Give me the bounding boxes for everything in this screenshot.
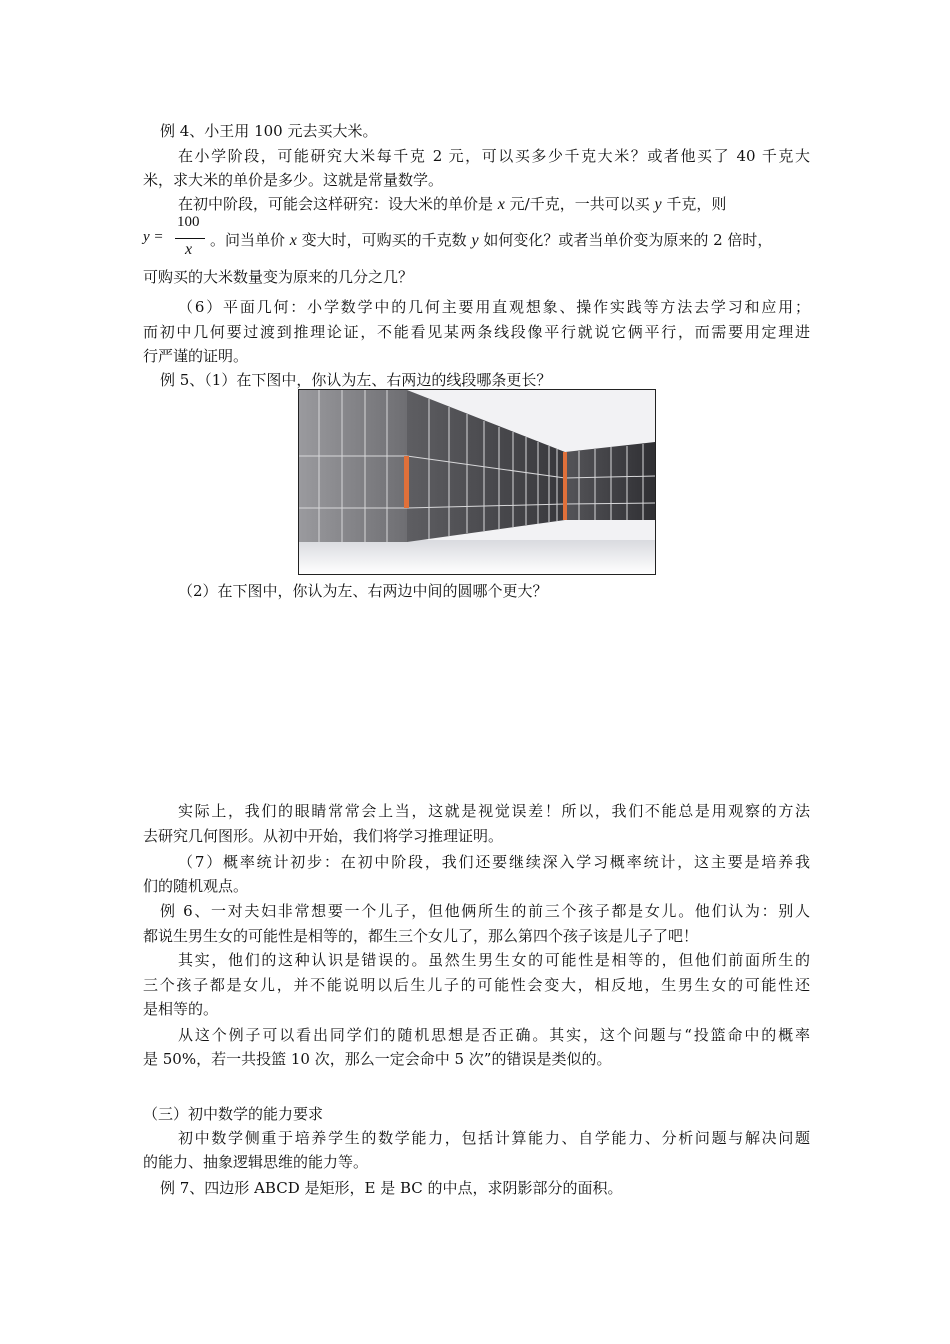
example-5-question-2: （2）在下图中，你认为左、右两边中间的圆哪个更大？ (178, 582, 548, 600)
example-6-explanation-end: 是相等的。 (143, 1000, 219, 1018)
paragraph-plane-geometry-cont: 而初中几何要过渡到推理论证，不能看见某两条线段像平行就说它俩平行，而需要用定理进 (143, 323, 810, 341)
example-7-text: 例 7、四边形 ABCD 是矩形，E 是 BC 的中点，求阴影部分的面积。 (160, 1179, 623, 1197)
right-orange-segment (563, 452, 567, 520)
example-6-explanation-cont: 三个孩子都是女儿，并不能说明以后生儿子的可能性会变大，相反地，生男生女的可能性还 (143, 976, 810, 994)
paragraph-probability-cont: 们的随机观点。 (143, 877, 249, 895)
perspective-wall-illusion-figure (298, 389, 656, 575)
paragraph-middle-stage-end: 可购买的大米数量变为原来的几分之几？ (143, 268, 414, 286)
left-orange-segment (404, 456, 409, 508)
paragraph-primary-stage-cont: 米，求大米的单价是多少。这就是常量数学。 (143, 171, 444, 189)
example-6-explanation: 其实，他们的这种认识是错误的。虽然生男生女的可能性是相等的，但他们前面所生的 (178, 951, 810, 969)
section-3-heading: （三）初中数学的能力要求 (143, 1105, 324, 1123)
formula-y-equals-100-over-x: y = 100 x (143, 214, 283, 266)
paragraph-primary-stage: 在小学阶段，可能研究大米每千克 2 元，可以买多少千克大米？或者他买了 40 千克大 (178, 147, 810, 165)
example-5-question-1: 例 5、（1）在下图中，你认为左、右两边的线段哪条更长？ (160, 371, 552, 389)
paragraph-plane-geometry: （6）平面几何：小学数学中的几何主要用直观想象、操作实践等方法去学习和应用； (178, 298, 810, 316)
example-6-conclusion: 从这个例子可以看出同学们的随机思想是否正确。其实，这个问题与“投篮命中的概率 (178, 1026, 810, 1044)
paragraph-middle-stage (178, 194, 810, 215)
example-4-title: 例 4、小王用 100 元去买大米。 (160, 122, 378, 140)
paragraph-plane-geometry-end: 行严谨的证明。 (143, 347, 249, 365)
example-6-text: 例 6、一对夫妇非常想要一个儿子，但他俩所生的前三个孩子都是女儿。他们认为：别人 (160, 902, 810, 920)
example-6-conclusion-cont: 是 50%，若一共投篮 10 次，那么一定会命中 5 次”的错误是类似的。 (143, 1050, 612, 1068)
paragraph-middle-stage-question: 。问当单价 x 变大时，可购买的千克数 y 如何变化？或者当单价变为原来的 2 倍时， (210, 231, 773, 249)
paragraph-visual-illusion: 实际上，我们的眼睛常常会上当，这就是视觉误差！所以，我们不能总是用观察的方法 (178, 802, 810, 820)
paragraph-probability: （7）概率统计初步：在初中阶段，我们还要继续深入学习概率统计，这主要是培养我 (178, 853, 810, 871)
example-6-text-cont: 都说生男生女的可能性是相等的，都生三个女儿了，那么第四个孩子该是儿子了吧！ (143, 927, 699, 945)
middle-stage-text-1: 在初中阶段，可能会这样研究：设大米的单价是 x 元/千克，一共可以买 y 千克，则 (178, 195, 727, 213)
wall-illusion-image (299, 390, 655, 574)
section-3-paragraph: 初中数学侧重于培养学生的数学能力，包括计算能力、自学能力、分析问题与解决问题 (178, 1129, 810, 1147)
section-3-paragraph-cont: 的能力、抽象逻辑思维的能力等。 (143, 1153, 369, 1171)
paragraph-visual-illusion-cont: 去研究几何图形。从初中开始，我们将学习推理证明。 (143, 827, 504, 845)
